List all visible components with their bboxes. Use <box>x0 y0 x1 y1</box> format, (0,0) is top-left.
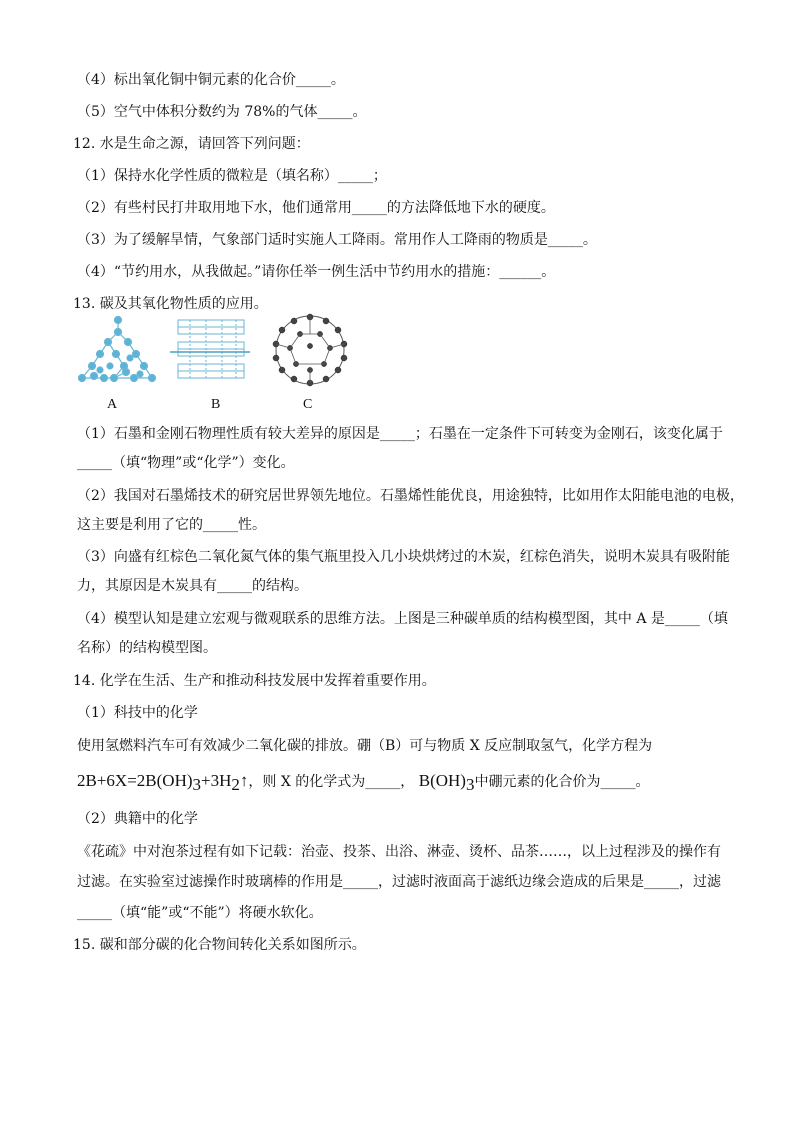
equation-question-x: ，则 X 的化学式为_____， <box>248 774 415 790</box>
q12-2-line: （2）有些村民打井取用地下水，他们通常用_____的方法降低地下水的硬度。 <box>77 200 555 216</box>
q12-1-line: （1）保持水化学性质的微粒是（填名称）_____； <box>77 168 387 184</box>
equation-arrow: ↑ <box>239 771 249 790</box>
q14-2-line-c: _____（填“能”或“不能”）将硬水软化。 <box>77 905 323 921</box>
q12-4-line: （4）“节约用水，从我做起。”请你任举一例生活中节约用水的措施：______。 <box>77 264 556 280</box>
equation-sub2: 2 <box>231 774 240 794</box>
q14-2-line-a: 《花疏》中对泡茶过程有如下记载：治壶、投茶、出浴、淋壶、烫杯、品茶……，以上过程涉及的操作有 <box>77 844 721 860</box>
equation-question-valence: 中硼元素的化合价为_____。 <box>474 774 650 790</box>
q11-5-line: （5）空气中体积分数约为 78%的气体_____。 <box>77 104 367 120</box>
q12-3-line: （3）为了缓解旱情，气象部门适时实施人工降雨。常用作人工降雨的物质是_____。 <box>77 232 597 248</box>
boh3-oh: (OH) <box>430 771 466 790</box>
equation-oh: (OH) <box>156 771 193 790</box>
q13-title: 13. 碳及其氧化物性质的应用。 <box>73 296 268 312</box>
figure-label-c: C <box>303 397 313 412</box>
graphite-structure-model <box>170 320 250 378</box>
q12-title: 12. 水是生命之源，请回答下列问题： <box>73 136 310 152</box>
equation-sub3: 3 <box>192 774 202 794</box>
figure-label-a: A <box>107 397 118 412</box>
q14-1-heading: （1）科技中的化学 <box>77 705 198 721</box>
diamond-structure-model <box>79 317 156 382</box>
q13-3-line-b: 力，其原因是木炭具有_____的结构。 <box>77 578 308 594</box>
q14-2-line-b: 过滤。在实验室过滤操作时玻璃棒的作用是_____，过滤时液面高于滤纸边缘会造成的后果是_____，过滤 <box>77 874 721 890</box>
q13-4-line-a: （4）模型认知是建立宏观与微观联系的思维方法。上图是三种碳单质的结构模型图，其中 A 是_____（填 <box>77 611 728 627</box>
q13-3-line-a: （3）向盛有红棕色二氧化氮气体的集气瓶里投入几小块烘烤过的木炭，红棕色消失，说明木炭具有吸附能 <box>77 549 730 565</box>
q14-2-heading: （2）典籍中的化学 <box>77 811 198 827</box>
boh3-b: B <box>418 771 431 790</box>
q13-4-line-b: 名称）的结构模型图。 <box>77 640 217 656</box>
q15-title: 15. 碳和部分碳的化合物间转化关系如图所示。 <box>73 937 366 953</box>
equation-mid: +3H <box>201 771 232 790</box>
q14-title: 14. 化学在生活、生产和推动科技发展中发挥着重要作用。 <box>73 673 436 689</box>
boh3-sub3: 3 <box>465 774 475 794</box>
c60-structure-model <box>273 314 347 386</box>
q14-1-text: 使用氢燃料汽车可有效减少二氧化碳的排放。硼（B）可与物质 X 反应制取氢气，化学方程为 <box>77 738 653 754</box>
q13-2-line-b: 这主要是利用了它的_____性。 <box>77 517 266 533</box>
q13-2-line-a: （2）我国对石墨烯技术的研究居世界领先地位。石墨烯性能优良，用途独特，比如用作太阳能电池的电极， <box>77 488 744 504</box>
q11-4-line: （4）标出氧化铜中铜元素的化合价_____。 <box>77 72 345 88</box>
figure-label-b: B <box>211 397 221 412</box>
q13-1-line-b: _____（填“物理”或“化学”）变化。 <box>77 455 295 471</box>
equation-left: 2B+6X=2B <box>77 771 157 790</box>
q14-1-equation-line <box>77 769 649 797</box>
q13-1-line-a: （1）石墨和金刚石物理性质有较大差异的原因是_____；石墨在一定条件下可转变为金刚石，该变化属于 <box>77 426 723 442</box>
